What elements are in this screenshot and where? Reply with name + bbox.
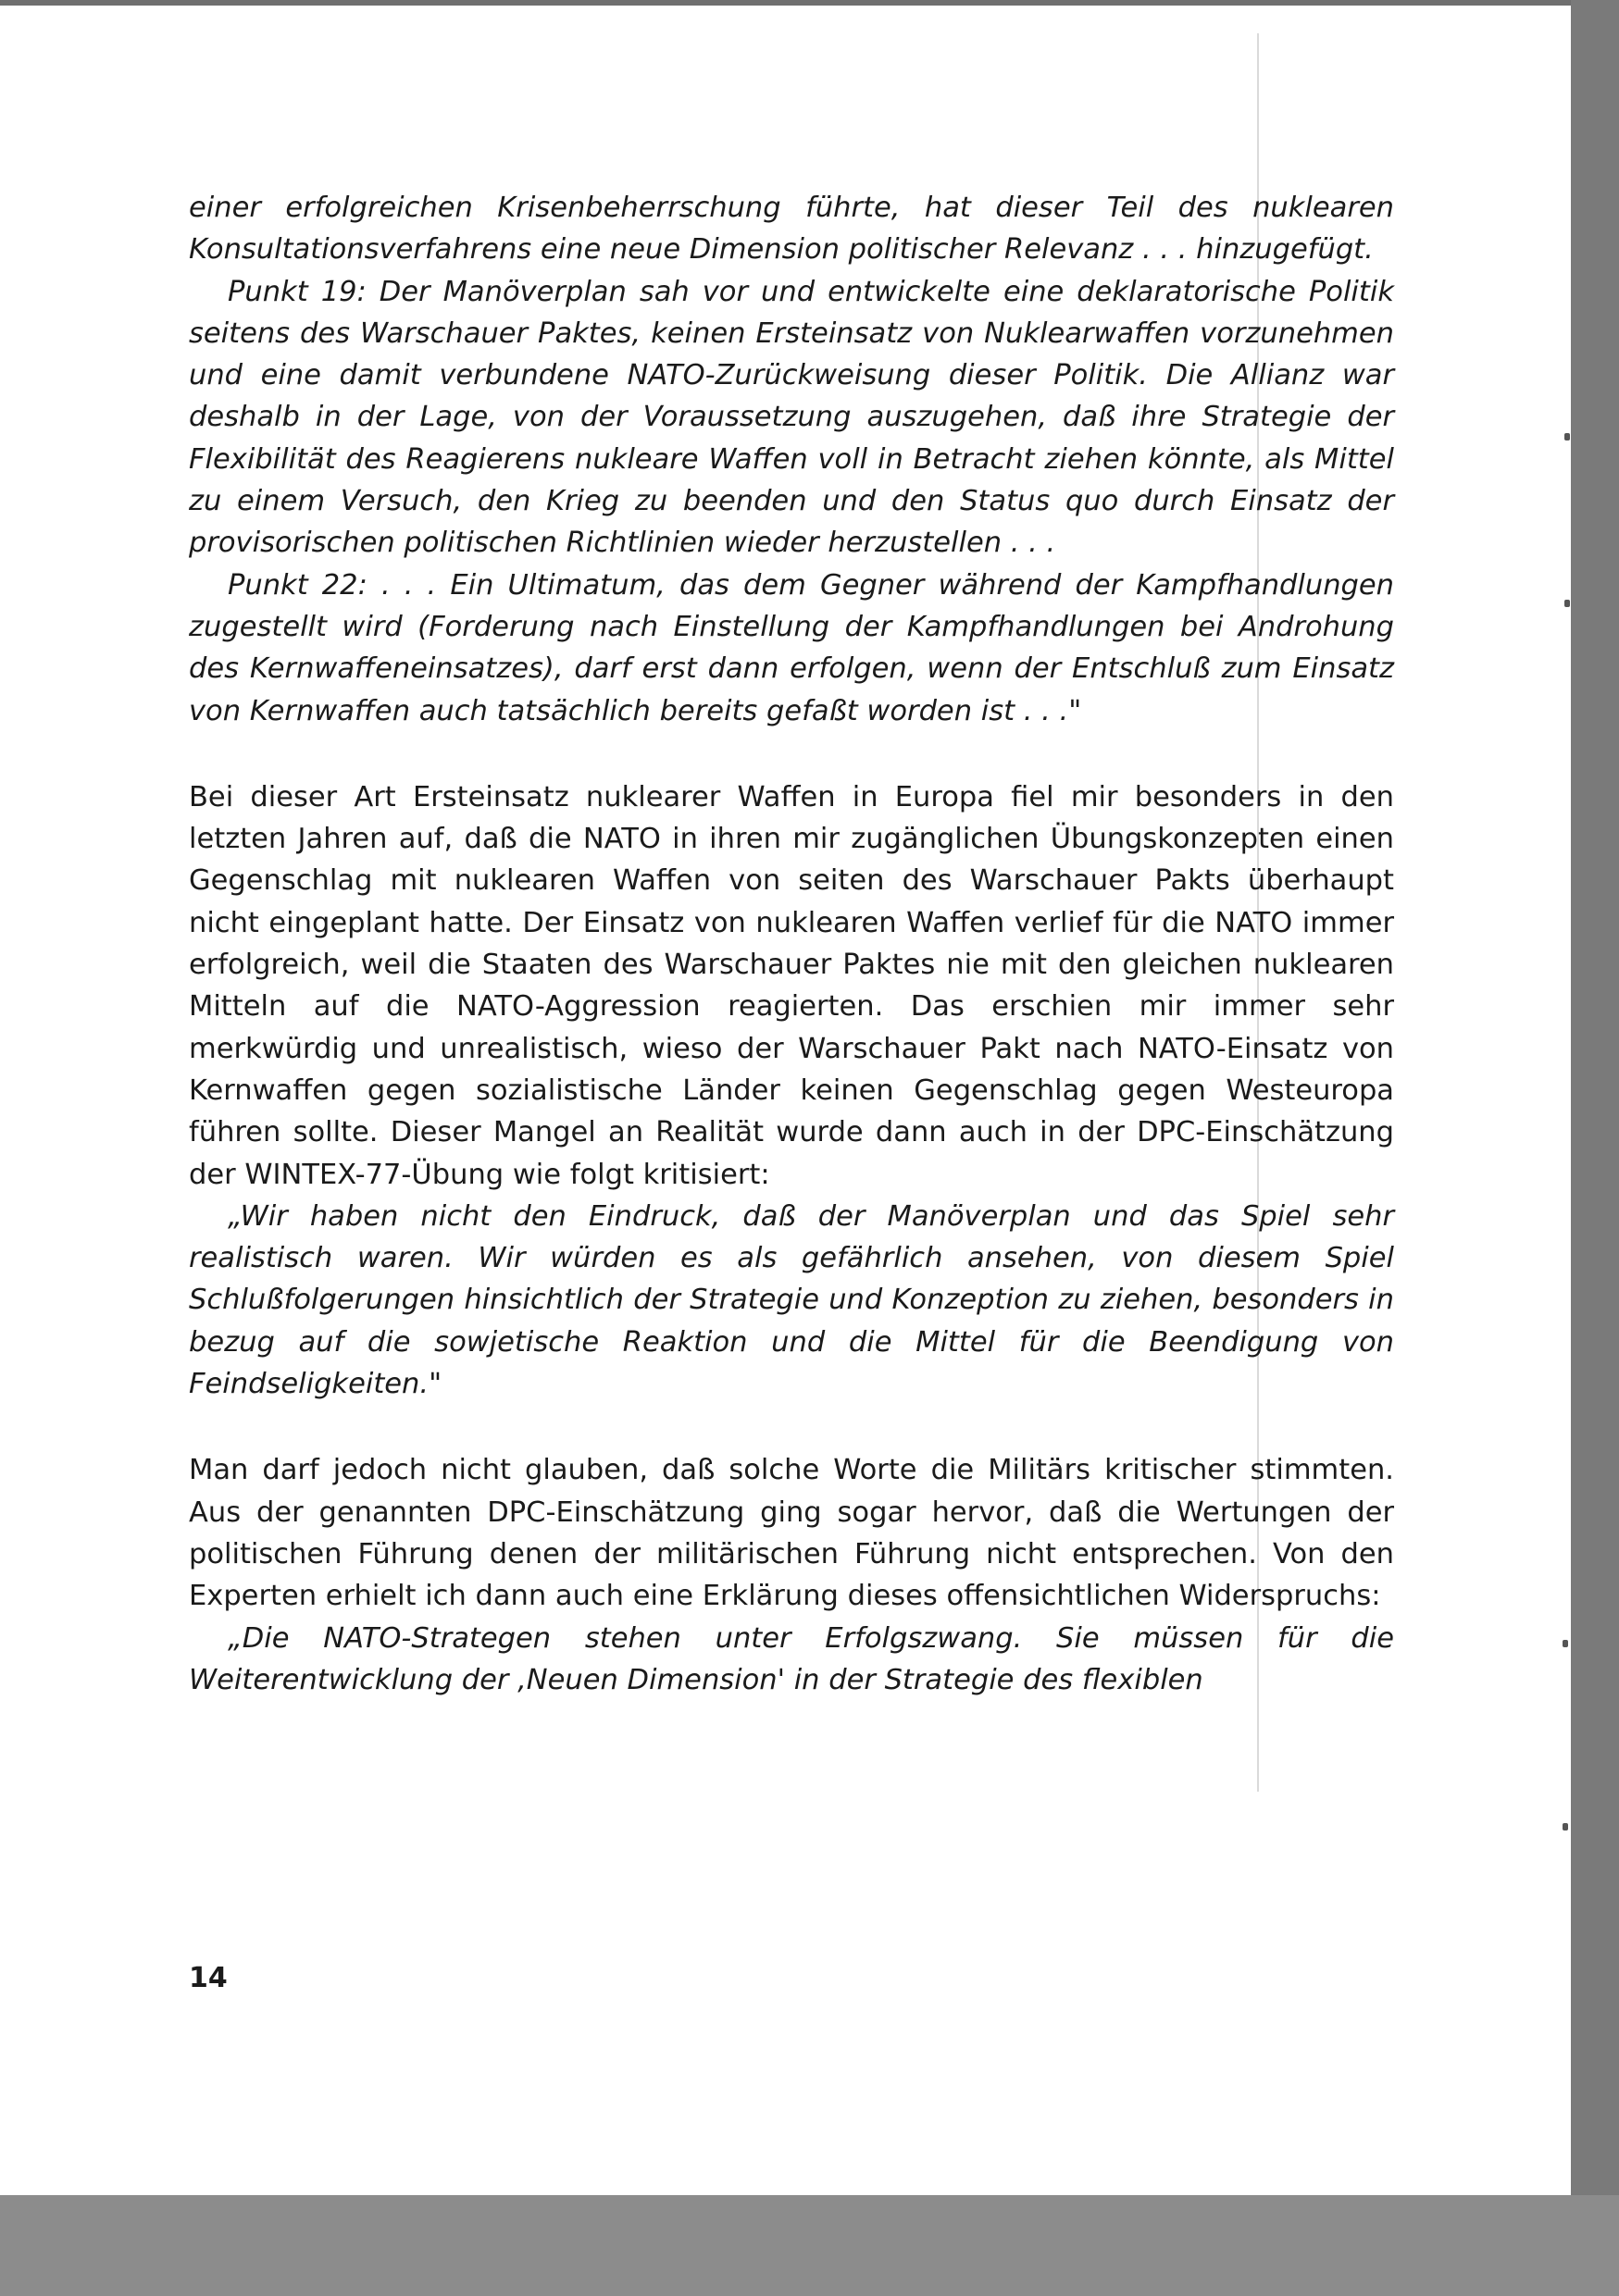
quote-point-19: Punkt 19: Der Manöverplan sah vor und entwickelte eine deklaratorische Politik seitens des Warschauer Paktes, keinen Ersteinsatz von Nuklearwaffen vorzunehmen und eine damit verbundene NATO-Zurückweisung dieser Politik. Die Allianz war deshalb in der Lage, von der Voraussetzung auszugehen, daß ihre Strategie der Flexibilität des Reagierens nukleare Waffen voll in Betracht ziehen könnte, als Mittel zu einem Versuch, den Krieg zu beenden und den Status quo durch Einsatz der provisorischen politischen Richtlinien wieder herzustellen . . . xyxy=(189,275,1394,560)
page-number: 14 xyxy=(189,1962,228,1994)
scan-speck xyxy=(1563,1823,1568,1831)
quote-point-22: Punkt 22: . . . Ein Ultimatum, das dem Gegner während der Kampfhandlungen zugestellt wird (Forderung nach Einstellung der Kampfhandlungen bei Androhung des Kernwaffeneinsatzes), darf erst dann erfolgen, wenn der Entschluß zum Einsatz von Kernwaffen auch tatsächlich bereits gefaßt worden ist . . ." xyxy=(189,568,1394,727)
scan-bottom-border xyxy=(0,2195,1619,2296)
body-paragraph-first-strike: Bei dieser Art Ersteinsatz nuklearer Waffen in Europa fiel mir besonders in den letzten Jahren auf, daß die NATO in ihren mir zugänglichen Übungskonzepten einen Gegenschlag mit nuklearen Waffen von seiten des Warschauer Pakts überhaupt nicht eingeplant hatte. Der Einsatz von nuklearen Waffen verlief für die NATO immer erfolgreich, weil die Staaten des Warschauer Paktes nie mit den gleichen nuklearen Mitteln auf die NATO-Aggression reagierten. Das erschien mir immer sehr merkwürdig und unrealistisch, wieso der Warschauer Pakt nach NATO-Einsatz von Kernwaffen gegen sozialistische Länder keinen Gegenschlag gegen Westeuropa führen sollte. Dieser Mangel an Realität wurde dann auch in der DPC-Einschätzung der WINTEX-77-Übung wie folgt kritisiert: xyxy=(189,780,1394,1191)
scan-speck xyxy=(1564,433,1570,441)
scan-speck xyxy=(1563,1640,1568,1647)
paragraph-gap xyxy=(189,1405,1394,1449)
scan-speck xyxy=(1564,600,1570,607)
body-paragraph-contradiction: Man darf jedoch nicht glauben, daß solche Worte die Militärs kritischer stimmten. Aus der genannten DPC-Einschätzung ging sogar hervor, daß die Wertungen der politischen Führung denen der militärischen Führung nicht entsprechen. Von den Experten erhielt ich dann auch eine Erklärung dieses offensichtlichen Widerspruchs: xyxy=(189,1454,1394,1613)
quote-nato-strategists: „Die NATO-Strategen stehen unter Erfolgszwang. Sie müssen für die Weiterentwicklung der ‚Neuen Dimension' in der Strategie des flexiblen xyxy=(189,1621,1394,1696)
paragraph-gap xyxy=(189,732,1394,776)
quote-continuation: einer erfolgreichen Krisenbeherrschung führte, hat dieser Teil des nuklearen Konsultationsverfahrens eine neue Dimension politischer Relevanz . . . hinzugefügt. xyxy=(189,192,1394,267)
quote-dpc-assessment: „Wir haben nicht den Eindruck, daß der Manöverplan und das Spiel sehr realistisch waren. Wir würden es als gefährlich ansehen, von diesem Spiel Schlußfolgerungen hinsichtlich der Strategie und Konzeption zu ziehen, besonders in bezug auf die sowjetische Reaktion und die Mittel für die Beendigung von Feindseligkeiten." xyxy=(189,1199,1394,1401)
body-text xyxy=(189,187,1394,1701)
scan-right-border xyxy=(1571,0,1619,2296)
